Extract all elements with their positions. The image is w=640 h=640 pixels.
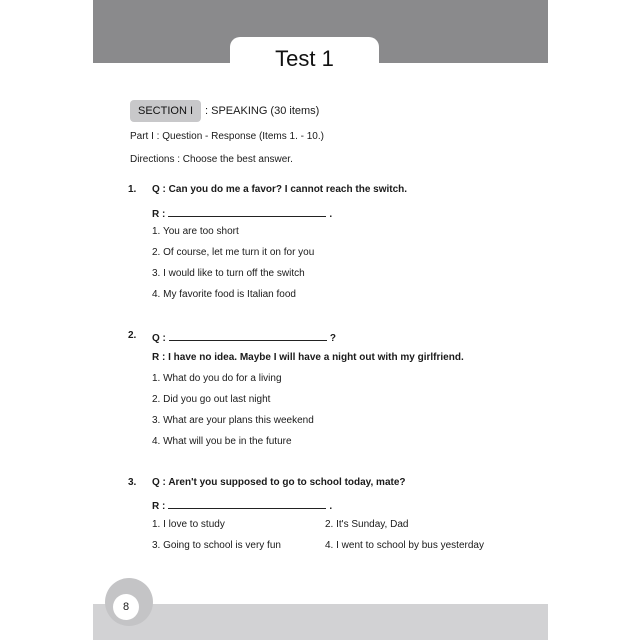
response-line (152, 352, 464, 363)
question-number: 1. (128, 184, 137, 195)
q-text: Can you do me a favor? I cannot reach the switch. (168, 184, 408, 195)
section-label: SECTION I (130, 100, 201, 122)
q-prefix: Q : (152, 333, 166, 344)
section-description: : SPEAKING (30 items) (205, 105, 320, 117)
directions: Directions : Choose the best answer. (130, 154, 293, 165)
option[interactable]: 1. I love to study (152, 519, 225, 530)
option[interactable]: 2. It's Sunday, Dad (325, 519, 409, 530)
option[interactable]: 4. I went to school by bus yesterday (325, 540, 484, 551)
part-heading: Part I : Question - Response (Items 1. - 10.) (130, 131, 324, 142)
footer-band (93, 604, 548, 640)
option[interactable]: 4. What will you be in the future (152, 436, 292, 447)
option[interactable]: 2. Did you go out last night (152, 394, 271, 405)
option[interactable]: 1. What do you do for a living (152, 373, 282, 384)
option[interactable]: 3. Going to school is very fun (152, 540, 281, 551)
page-title: Test 1 (230, 37, 379, 77)
option[interactable]: 3. What are your plans this weekend (152, 415, 314, 426)
q-prefix: Q : (152, 477, 166, 488)
answer-blank[interactable] (169, 330, 327, 341)
q-prefix: Q : (152, 184, 166, 195)
response-line (152, 498, 332, 512)
q-end: ? (329, 333, 336, 344)
answer-blank[interactable] (168, 498, 326, 509)
r-text: I have no idea. Maybe I will have a night out with my girlfriend. (168, 352, 464, 363)
question-prompt (152, 330, 336, 344)
answer-blank[interactable] (168, 206, 326, 217)
r-prefix: R : (152, 209, 166, 220)
option[interactable]: 1. You are too short (152, 226, 239, 237)
question-number: 3. (128, 477, 137, 488)
r-end: . (329, 209, 333, 220)
q-text: Aren't you supposed to go to school today, mate? (168, 477, 406, 488)
worksheet-page (93, 0, 548, 640)
response-line (152, 206, 332, 220)
r-prefix: R : (152, 501, 166, 512)
option[interactable]: 4. My favorite food is Italian food (152, 289, 296, 300)
option[interactable]: 3. I would like to turn off the switch (152, 268, 305, 279)
question-number: 2. (128, 330, 137, 341)
r-end: . (329, 501, 333, 512)
question-prompt (152, 184, 407, 195)
section-header (130, 100, 319, 122)
page-number: 8 (113, 594, 139, 620)
option[interactable]: 2. Of course, let me turn it on for you (152, 247, 315, 258)
r-prefix: R : (152, 352, 166, 363)
question-prompt (152, 477, 406, 488)
